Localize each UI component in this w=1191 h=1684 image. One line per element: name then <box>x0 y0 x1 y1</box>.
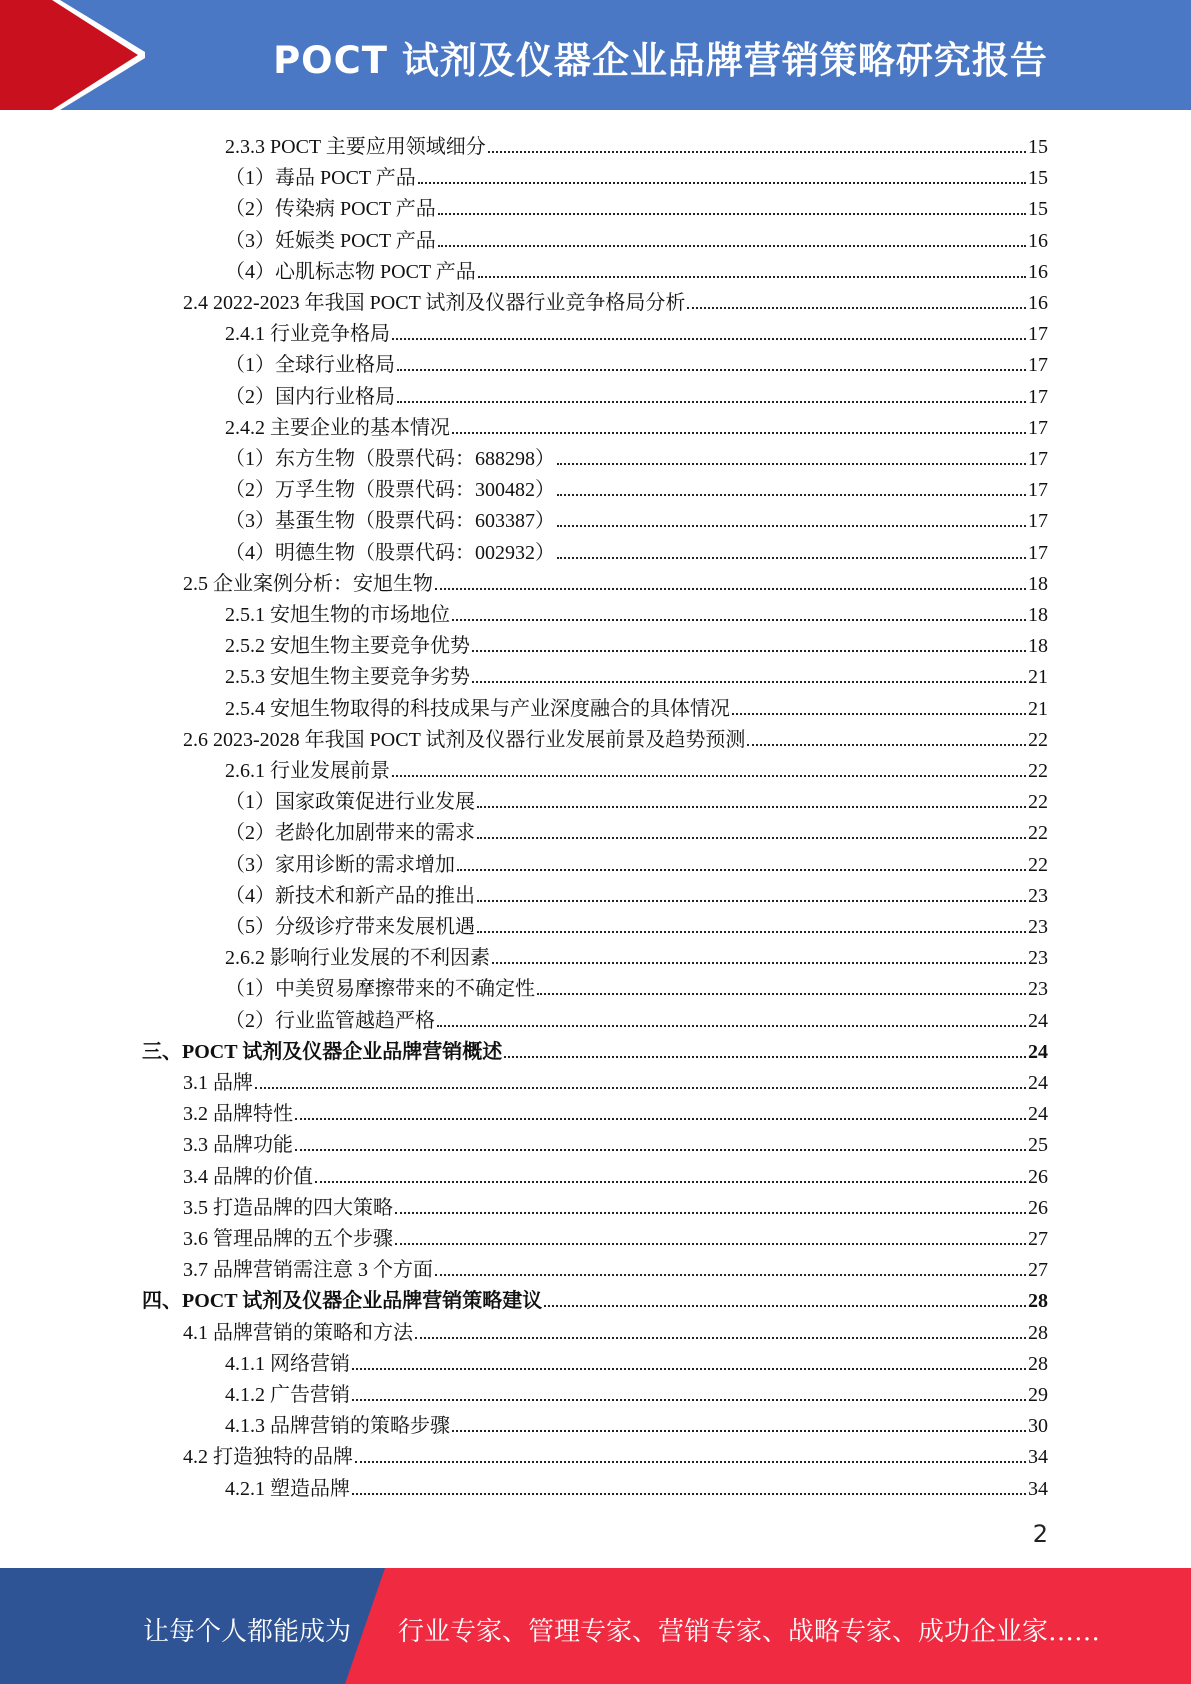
toc-entry[interactable] <box>225 908 1048 939</box>
toc-entry[interactable] <box>225 1407 1048 1438</box>
toc-dot-leader <box>435 1274 1026 1276</box>
toc-entry-page: 27 <box>1028 1228 1048 1250</box>
toc-entry-page: 26 <box>1028 1196 1048 1219</box>
toc-entry[interactable] <box>183 1126 1048 1157</box>
toc-dot-leader <box>315 1181 1026 1183</box>
toc-dot-leader <box>457 869 1026 871</box>
toc-entry-label: 2.3.3 POCT 主要应用领域细分 <box>225 136 486 158</box>
toc-entry-label: （1）全球行业格局 <box>225 354 395 377</box>
toc-dot-leader <box>477 900 1026 902</box>
toc-entry-label: （2）传染病 POCT 产品 <box>225 198 436 221</box>
toc-entry-label: （2）国内行业格局 <box>225 385 395 408</box>
toc-dot-leader <box>544 1305 1026 1307</box>
toc-entry-label: 4.1 品牌营销的策略和方法 <box>183 1321 413 1344</box>
toc-dot-leader <box>472 650 1026 652</box>
toc-dot-leader <box>392 338 1026 340</box>
toc-entry[interactable] <box>183 1095 1048 1126</box>
toc-entry[interactable] <box>225 534 1048 565</box>
toc-dot-leader <box>452 432 1026 434</box>
toc-dot-leader <box>477 931 1026 933</box>
toc-entry-page: 29 <box>1028 1384 1048 1406</box>
toc-entry-label: 2.6.1 行业发展前景 <box>225 760 390 782</box>
toc-dot-leader <box>452 619 1026 621</box>
toc-entry-page: 22 <box>1028 728 1048 751</box>
toc-entry-page: 28 <box>1028 1290 1048 1313</box>
toc-dot-leader <box>477 837 1026 839</box>
toc-dot-leader <box>352 1368 1026 1370</box>
toc-entry[interactable] <box>142 1033 1048 1064</box>
toc-entry[interactable] <box>225 378 1048 409</box>
toc-entry[interactable] <box>225 970 1048 1001</box>
toc-dot-leader <box>392 775 1026 777</box>
toc-entry-label: 2.5.1 安旭生物的市场地位 <box>225 604 450 626</box>
toc-entry-label: （3）基蛋生物（股票代码：603387） <box>225 510 555 533</box>
toc-entry-page: 24 <box>1028 1103 1048 1126</box>
toc-dot-leader <box>747 744 1026 746</box>
footer-slogan-right: 行业专家、管理专家、营销专家、战略专家、成功企业家…… <box>398 1617 1101 1647</box>
toc-entry-page: 17 <box>1028 323 1048 346</box>
toc-entry-page: 34 <box>1028 1477 1048 1500</box>
toc-entry-label: 2.6.2 影响行业发展的不利因素 <box>225 947 490 970</box>
toc-entry-label: 3.2 品牌特性 <box>183 1103 293 1126</box>
toc-entry-page: 15 <box>1028 198 1048 221</box>
toc-entry[interactable] <box>183 1314 1048 1345</box>
toc-entry-label: （3）家用诊断的需求增加 <box>225 853 455 876</box>
toc-entry[interactable] <box>225 440 1048 471</box>
toc-dot-leader <box>492 962 1026 964</box>
toc-entry-page: 28 <box>1028 1321 1048 1344</box>
toc-entry[interactable] <box>183 721 1048 752</box>
toc-dot-leader <box>438 213 1026 215</box>
toc-entry-label: 三、POCT 试剂及仪器企业品牌营销概述 <box>142 1040 503 1063</box>
toc-entry[interactable] <box>225 471 1048 502</box>
toc-entry-page: 16 <box>1028 292 1048 314</box>
toc-entry-page: 17 <box>1028 479 1048 502</box>
toc-entry-label: 3.7 品牌营销需注意 3 个方面 <box>183 1259 433 1282</box>
toc-entry-label: （5）分级诊疗带来发展机遇 <box>225 916 475 938</box>
footer-slogan-left: 让每个人都能成为 <box>143 1617 352 1647</box>
toc-entry-page: 15 <box>1028 167 1048 190</box>
toc-entry[interactable] <box>225 814 1048 845</box>
toc-entry[interactable] <box>225 346 1048 377</box>
toc-entry[interactable] <box>225 128 1048 159</box>
toc-entry-label: 3.1 品牌 <box>183 1072 253 1094</box>
toc-entry-page: 24 <box>1028 1009 1048 1032</box>
toc-dot-leader <box>295 1149 1026 1151</box>
toc-entry-page: 21 <box>1028 666 1048 689</box>
toc-entry-label: 3.4 品牌的价值 <box>183 1165 313 1188</box>
toc-dot-leader <box>488 151 1026 153</box>
toc-dot-leader <box>557 557 1026 559</box>
toc-dot-leader <box>397 401 1026 403</box>
toc-dot-leader <box>395 1243 1026 1245</box>
toc-entry[interactable] <box>183 1251 1048 1282</box>
toc-entry-page: 22 <box>1028 760 1048 782</box>
toc-entry-label: 2.5.2 安旭生物主要竞争优势 <box>225 635 470 658</box>
toc-entry-label: 3.6 管理品牌的五个步骤 <box>183 1228 393 1250</box>
toc-entry-label: 3.5 打造品牌的四大策略 <box>183 1196 393 1219</box>
toc-entry-label: 4.1.2 广告营销 <box>225 1384 350 1406</box>
toc-entry-page: 17 <box>1028 385 1048 408</box>
toc-entry-page: 18 <box>1028 572 1048 595</box>
toc-entry-label: （2）万孚生物（股票代码：300482） <box>225 479 555 502</box>
toc-entry-label: 2.4 2022-2023 年我国 POCT 试剂及仪器行业竞争格局分析 <box>183 292 686 314</box>
toc-entry[interactable] <box>225 658 1048 689</box>
toc-entry[interactable] <box>225 752 1048 783</box>
toc-entry-page: 17 <box>1028 354 1048 377</box>
toc-entry-label: （1）中美贸易摩擦带来的不确定性 <box>225 978 535 1001</box>
toc-entry[interactable] <box>225 1376 1048 1407</box>
toc-dot-leader <box>478 276 1026 278</box>
page-header <box>0 0 1191 110</box>
toc-entry-label: 2.4.1 行业竞争格局 <box>225 323 390 346</box>
report-title: POCT 试剂及仪器企业品牌营销策略研究报告 <box>273 39 1048 82</box>
toc-entry-label: 四、POCT 试剂及仪器企业品牌营销策略建议 <box>142 1290 543 1313</box>
toc-entry-page: 24 <box>1028 1040 1048 1063</box>
toc-entry-label: 3.3 品牌功能 <box>183 1134 293 1157</box>
toc-entry-label: 2.4.2 主要企业的基本情况 <box>225 416 450 439</box>
toc-entry-page: 17 <box>1028 416 1048 439</box>
toc-entry-label: 2.5.4 安旭生物取得的科技成果与产业深度融合的具体情况 <box>225 697 730 720</box>
toc-dot-leader <box>537 993 1026 995</box>
toc-dot-leader <box>418 182 1026 184</box>
toc-dot-leader <box>732 713 1026 715</box>
toc-entry[interactable] <box>183 1220 1048 1251</box>
toc-entry-page: 17 <box>1028 510 1048 533</box>
toc-dot-leader <box>477 806 1026 808</box>
toc-dot-leader <box>557 494 1026 496</box>
toc-entry[interactable] <box>225 596 1048 627</box>
toc-entry-label: （2）老龄化加剧带来的需求 <box>225 822 475 845</box>
toc-dot-leader <box>687 307 1026 309</box>
toc-entry[interactable] <box>183 1189 1048 1220</box>
toc-dot-leader <box>352 1493 1026 1495</box>
toc-entry[interactable] <box>225 1002 1048 1033</box>
toc-entry-label: 4.2.1 塑造品牌 <box>225 1477 350 1500</box>
toc-dot-leader <box>355 1461 1026 1463</box>
toc-entry-label: 4.1.3 品牌营销的策略步骤 <box>225 1415 450 1438</box>
toc-entry-page: 23 <box>1028 884 1048 907</box>
toc-dot-leader <box>395 1212 1026 1214</box>
toc-dot-leader <box>295 1118 1026 1120</box>
toc-entry-page: 28 <box>1028 1352 1048 1375</box>
toc-entry[interactable] <box>183 565 1048 596</box>
toc-entry[interactable] <box>225 409 1048 440</box>
toc-entry-label: 2.5.3 安旭生物主要竞争劣势 <box>225 666 470 689</box>
toc-entry[interactable] <box>225 877 1048 908</box>
toc-entry-page: 26 <box>1028 1165 1048 1188</box>
toc-entry[interactable] <box>225 1345 1048 1376</box>
toc-entry-page: 23 <box>1028 978 1048 1001</box>
toc-entry[interactable] <box>225 222 1048 253</box>
toc-entry-label: （4）新技术和新产品的推出 <box>225 884 475 907</box>
toc-entry[interactable] <box>225 846 1048 877</box>
toc-entry[interactable] <box>183 284 1048 315</box>
toc-entry[interactable] <box>183 1438 1048 1469</box>
toc-entry[interactable] <box>225 939 1048 970</box>
toc-entry-label: （4）心肌标志物 POCT 产品 <box>225 260 476 283</box>
toc-entry-page: 17 <box>1028 448 1048 470</box>
toc-entry-label: （2）行业监管越趋严格 <box>225 1009 435 1032</box>
toc-entry-page: 34 <box>1028 1446 1048 1469</box>
toc-entry-page: 18 <box>1028 635 1048 658</box>
toc-dot-leader <box>557 525 1026 527</box>
toc-entry[interactable] <box>225 783 1048 814</box>
toc-entry[interactable] <box>225 502 1048 533</box>
toc-entry-page: 25 <box>1028 1134 1048 1157</box>
toc-entry-page: 18 <box>1028 604 1048 626</box>
toc-dot-leader <box>435 588 1026 590</box>
toc-entry-label: （1）毒品 POCT 产品 <box>225 167 416 190</box>
toc-entry-page: 16 <box>1028 260 1048 283</box>
page-footer <box>0 1568 1191 1684</box>
toc-entry-page: 22 <box>1028 853 1048 876</box>
toc-entry[interactable] <box>225 627 1048 658</box>
toc-entry-page: 16 <box>1028 229 1048 252</box>
toc-entry-label: （3）妊娠类 POCT 产品 <box>225 229 436 252</box>
toc-entry-label: 4.1.1 网络营销 <box>225 1352 350 1375</box>
page-number: 2 <box>1032 1520 1048 1548</box>
toc-entry-label: 2.5 企业案例分析：安旭生物 <box>183 572 433 595</box>
toc-entry-label: （1）东方生物（股票代码：688298） <box>225 448 555 470</box>
toc-entry-page: 27 <box>1028 1259 1048 1282</box>
toc-dot-leader <box>452 1430 1026 1432</box>
toc-dot-leader <box>397 369 1026 371</box>
toc-dot-leader <box>415 1337 1026 1339</box>
toc-entry-page: 22 <box>1028 791 1048 814</box>
toc-entry-page: 17 <box>1028 541 1048 564</box>
toc-entry-page: 24 <box>1028 1072 1048 1094</box>
toc-dot-leader <box>472 681 1026 683</box>
toc-entry[interactable] <box>225 253 1048 284</box>
toc-dot-leader <box>504 1056 1026 1058</box>
toc-entry[interactable] <box>225 315 1048 346</box>
toc-entry[interactable] <box>183 1064 1048 1095</box>
toc-entry-page: 30 <box>1028 1415 1048 1438</box>
toc-dot-leader <box>438 245 1026 247</box>
toc-entry-page: 23 <box>1028 916 1048 938</box>
toc-entry[interactable] <box>142 1282 1048 1313</box>
toc-dot-leader <box>255 1087 1026 1089</box>
toc-dot-leader <box>352 1399 1026 1401</box>
toc-entry[interactable] <box>225 690 1048 721</box>
toc-entry[interactable] <box>225 190 1048 221</box>
toc-entry-page: 23 <box>1028 947 1048 970</box>
toc-entry-label: （1）国家政策促进行业发展 <box>225 791 475 814</box>
toc-dot-leader <box>557 463 1026 465</box>
toc-entry-label: 4.2 打造独特的品牌 <box>183 1446 353 1469</box>
toc-entry-label: 2.6 2023-2028 年我国 POCT 试剂及仪器行业发展前景及趋势预测 <box>183 728 746 751</box>
toc-entry[interactable] <box>183 1158 1048 1189</box>
toc-entry-label: （4）明德生物（股票代码：002932） <box>225 541 555 564</box>
toc-entry-page: 22 <box>1028 822 1048 845</box>
toc-entry[interactable] <box>225 1470 1048 1501</box>
toc-entry-page: 21 <box>1028 697 1048 720</box>
toc-dot-leader <box>437 1025 1026 1027</box>
toc-entry-page: 15 <box>1028 136 1048 158</box>
toc-entry[interactable] <box>225 159 1048 190</box>
